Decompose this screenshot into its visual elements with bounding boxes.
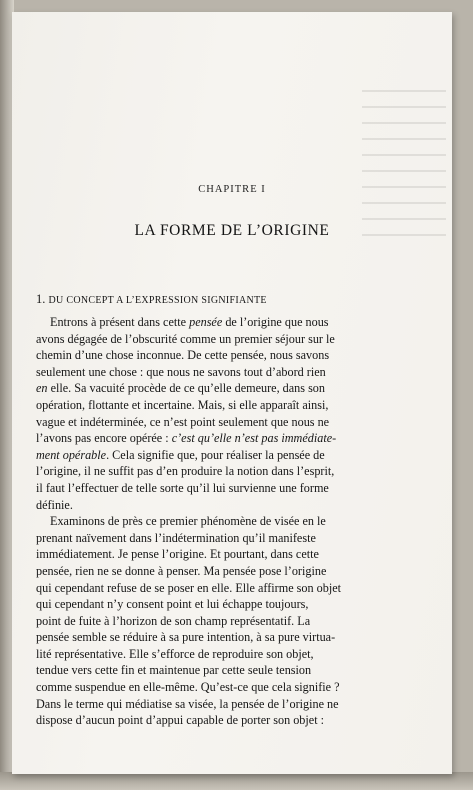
text-line: prenant naïvement dans l’indétermination qu’il manifeste xyxy=(36,530,316,545)
text-line: immédiatement. Je pense l’origine. Et pourtant, dans cette xyxy=(36,547,319,562)
text-line: vague et indéterminée, ce n’est point seulement que nous ne xyxy=(36,414,330,429)
text-line: point de fuite à l’horizon de son champ représentatif. La xyxy=(36,613,311,628)
text-line: Dans le terme qui médiatise sa visée, la pensée de l’origine ne xyxy=(36,696,339,711)
text-line: comme suspendue en elle-même. Qu’est-ce que cela signifie ? xyxy=(36,680,340,695)
text-line: il faut l’effectuer de telle sorte qu’il lui survienne une forme xyxy=(36,480,329,495)
paragraph xyxy=(36,314,396,513)
text-line: seulement une chose : que nous ne savons tout d’abord rien xyxy=(36,364,326,379)
text-line: l’avons pas encore opérée : c’est qu’elle n’est pas immédiate- xyxy=(36,431,337,446)
italic-text: ment opérable xyxy=(36,447,107,462)
text-line: ment opérable. Cela signifie que, pour réaliser la pensée de xyxy=(36,447,325,462)
text-line: dispose d’aucun point d’appui capable de porter son objet : xyxy=(36,713,325,728)
text-line: Entrons à présent dans cette pensée de l’origine que nous xyxy=(50,315,329,329)
text-line: opération, flottante et incertaine. Mais, si elle apparaît ainsi, xyxy=(36,397,329,412)
text-line: pensée, rien ne se donne à penser. Ma pensée pose l’origine xyxy=(36,563,327,578)
text-line: lité représentative. Elle s’efforce de reproduire son objet, xyxy=(36,646,314,661)
text-line: chemin d’une chose inconnue. De cette pensée, nous savons xyxy=(36,348,330,363)
chapter-label: CHAPITRE I xyxy=(198,184,266,195)
page-edge-shadow xyxy=(0,772,473,790)
italic-text: en xyxy=(36,381,48,396)
italic-text: pensée xyxy=(189,315,223,329)
text-line: Examinons de près ce premier phénomène de visée en le xyxy=(50,514,326,529)
text-line: en elle. Sa vacuité procède de ce qu’elle demeure, dans son xyxy=(36,381,325,396)
chapter-title: LA FORME DE L’ORIGINE xyxy=(134,222,330,239)
text-line: qui cependant n’y consent point et lui échappe toujours, xyxy=(36,597,309,612)
text-line: l’origine, il ne suffit pas d’en produire la notion dans l’esprit, xyxy=(36,464,335,479)
text-line: qui cependant refuse de se poser en elle. Elle affirme son objet xyxy=(36,580,342,595)
body-text xyxy=(36,314,396,729)
text-line: avons dégagée de l’obscurité comme un premier séjour sur le xyxy=(36,331,335,346)
text-line: définie. xyxy=(36,497,73,512)
book-page xyxy=(12,12,452,774)
text-line: pensée semble se réduire à sa pure intention, à sa pure virtua- xyxy=(36,630,336,645)
section-title: DU CONCEPT A L’EXPRESSION SIGNIFIANTE xyxy=(48,295,267,306)
section-number: 1. xyxy=(36,292,46,306)
section-heading xyxy=(36,292,267,307)
text-line: tendue vers cette fin et maintenue par cette seule tension xyxy=(36,663,312,678)
show-through-text xyxy=(348,90,452,300)
italic-text: c’est qu’elle n’est pas immédiate- xyxy=(171,431,337,446)
paragraph xyxy=(36,513,396,729)
